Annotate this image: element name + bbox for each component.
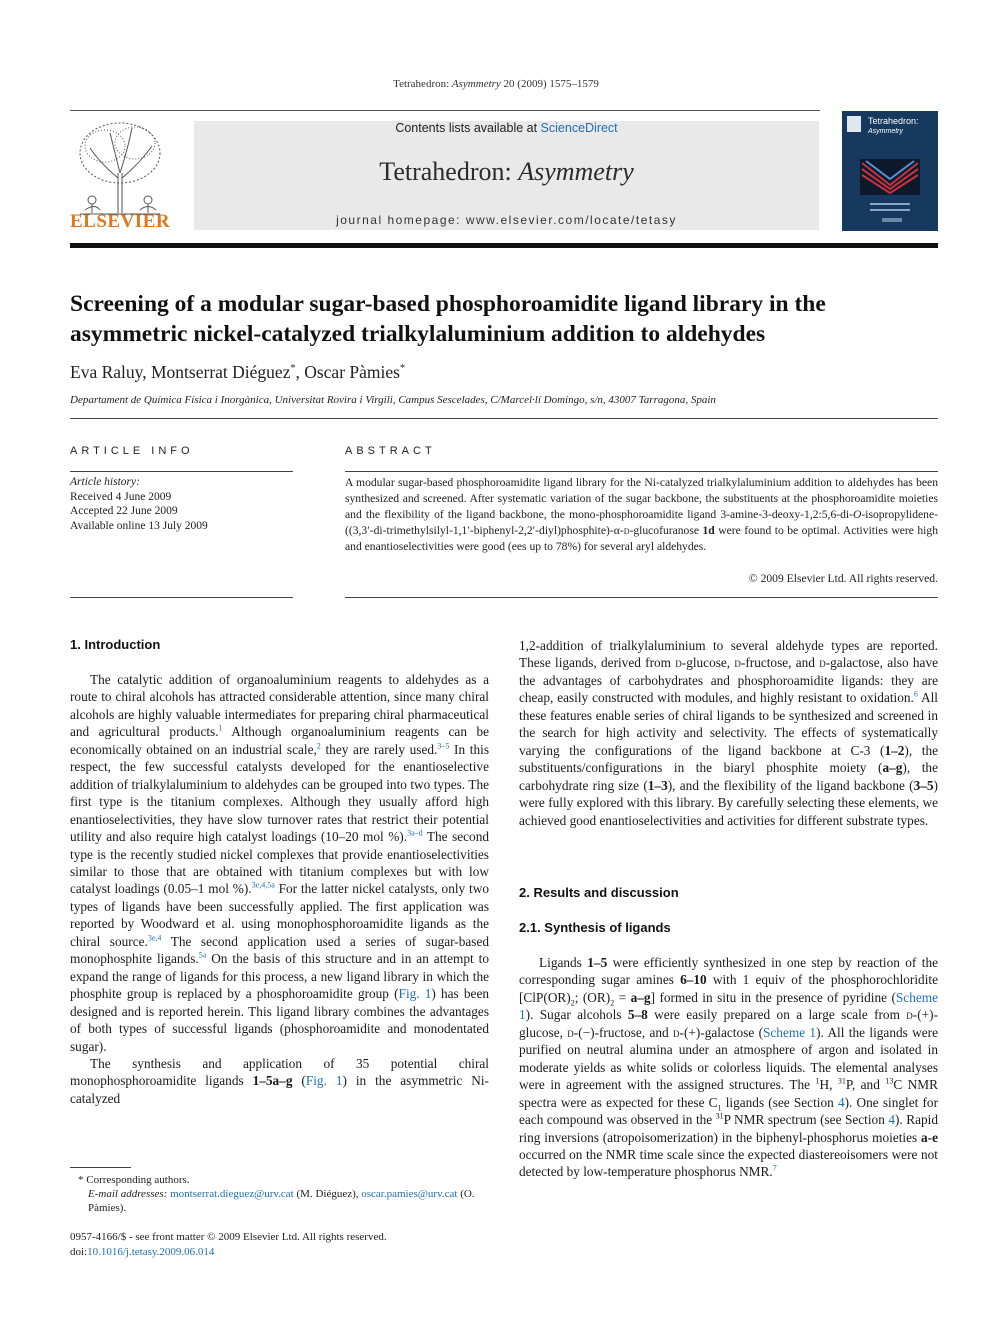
- title-divider: [70, 418, 938, 419]
- header-rule: [70, 110, 820, 111]
- intro-body-continued: 1,2-addition of trialkylaluminium to several aldehyde types are reported. These ligands, derived from d-glucose, d-fructose, and d-galactose, also have the advantages of carbohydrates and phosphoroamidite ligands: they are cheap, easily constructed with modules, and highly resistant to oxidation.$^6$ All these features enable series of chiral ligands to be synthesized and screened in the search for high activity and selectivity. The effects of systematically varying the configurations of the ligand backbone at C-3 (1–2), the substituents/configurations in the biaryl phosphite moiety (a–g), the carbohydrate ring size (1–3), and the flexibility of the ligand backbone (3–5) were fully explored with this library. By carefully selecting these elements, we achieved good enantioselectivities and activities for different substrate types.: [519, 638, 938, 828]
- abstract-heading: ABSTRACT: [345, 445, 436, 457]
- article-title: Screening of a modular sugar-based phosphoroamidite ligand library in the asymmetric nickel-catalyzed trialkylaluminium addition to aldehydes: [70, 291, 826, 347]
- footnotes: * Corresponding authors. E-mail addresses: montserrat.dieguez@urv.cat (M. Diéguez), oscar.pamies@urv.cat (O. Pàmies).: [78, 1174, 475, 1214]
- info-divider: [70, 471, 293, 472]
- synthesis-body: Ligands 1–5 were efficiently synthesized in one step by reaction of the corresponding sugar amines 6–10 with 1 equiv of the phosphorochloridite [$ClP(OR)_2$; $(OR)_2 = a-g$] formed in situ in the presence of pyridine (Scheme 1). Sugar alcohols 5–8 were easily prepared on a large scale from d-(+)-glucose, d-(−)-fructose, and d-(+)-galactose (Scheme 1). All the ligands were purified on neutral alumina under an atmosphere of argon and isolated in moderate yields as white solids or colorless liquids. The elemental analyses were in agreement with the assigned structures. The $^1$H, $^{31}$P, and $^{13}$C NMR spectra were as expected for these $C_1$ ligands (see Section 4). One singlet for each compound was observed in the $^{31}$P NMR spectrum (see Section 4). Rapid ring inversions (atropoisomerization) in the biphenyl-phosphorus moieties a-e occurred on the NMR time scale since the expected diastereoisomers were not detected by low-temperature phosphorus NMR.$^7$: [519, 955, 939, 1180]
- synthesis-heading: 2.1. Synthesis of ligands: [519, 920, 671, 935]
- header-thick-rule: [70, 243, 938, 248]
- copyright: © 2009 Elsevier Ltd. All rights reserved.: [748, 572, 938, 585]
- journal-citation: Tetrahedron: Asymmetry 20 (2009) 1575–1579: [393, 78, 599, 90]
- article-history: Article history: Received 4 June 2009 Accepted 22 June 2009 Available online 13 July 2009: [70, 476, 208, 532]
- author-name: Montserrat Diéguez: [151, 362, 291, 382]
- article-info-heading: ARTICLE INFO: [70, 445, 194, 457]
- journal-homepage[interactable]: journal homepage: www.elsevier.com/locate/tetasy: [336, 213, 677, 227]
- author-list: Eva Raluy, Montserrat Diéguez*, Oscar Pàmies*: [70, 362, 405, 382]
- intro-body: The catalytic addition of organoaluminium reagents to aldehydes as a route to chiral alcohols has attracted considerable attention, since many chiral alcohols are highly valuable intermediates for preparing chiral pharmaceutical and agricultural products.$^1$ Although organoaluminium reagents can be economically obtained on an industrial scale,$^2$ they are rarely used.$^{3-5}$ In this respect, the few successful catalysts developed for the enantioselective addition of trialkylaluminium to aldehydes can be grouped into two types. The first type is the titanium complexes. Although they usually afford high enantioselectivities, they have slow turnover rates that restrict their potential utility and also require high catalyst loadings (10–20 mol %).$^{3a-d}$ The second type is the recently studied nickel complexes that provide enantioselectivities similar to those that are obtained with titanium complexes but with low catalyst loadings (0.05–1 mol %).$^{3e,4,5a}$ For the latter nickel catalysts, only two types of ligands have been successfully applied. The first application was reported by Woodward et al. using monophosphoroamidite ligands as the chiral source.$^{3e,4}$ The second application used a series of sugar-based monophosphite ligands.$^{5a}$ On the basis of this structure and in an attempt to expand the range of ligands for this process, a new ligand library in which the phosphite group is replaced by a phosphoroamidite group (Fig. 1) has been designed and is reported herein. This ligand library combines the advantages of both types of successful ligands (phosphoroamidite and monodentated sugar). The synthesis and application of 35 potential chiral monophosphoroamidite ligands 1–5a–g (Fig. 1) in the asymmetric Ni-catalyzed: [70, 672, 490, 1106]
- abstract-text: A modular sugar-based phosphoroamidite ligand library for the Ni-catalyzed trialkylaluminium addition to aldehydes has been synthesized and screened. After systematic variation of the sugar backbone, the substituents at the phosphoroamidite moieties and the flexibility of the ligand backbone, the mono-phosphoroamidite ligand 3-amine-3-deoxy-1,2:5,6-di-O-isopropylidene-((3,3′-di-trimethylsilyl-1,1′-biphenyl-2,2′-diyl)phosphite)-α-d-glucofuranose 1d were found to be optimal. Activities were high and enantioselectivities were good (ees up to 78%) for several aryl aldehydes.: [345, 476, 938, 553]
- footnote-rule: [70, 1167, 131, 1168]
- cover-title: Tetrahedron:: [868, 116, 919, 126]
- journal-cover: [842, 111, 938, 231]
- elsevier-wordmark: ELSEVIER: [70, 211, 171, 232]
- info-bottom-divider: [70, 597, 293, 598]
- doi-link[interactable]: 10.1016/j.tetasy.2009.06.014: [87, 1246, 215, 1258]
- author-name: Eva Raluy: [70, 362, 143, 382]
- affiliation: Departament de Química Física i Inorgànica, Universitat Rovira i Virgili, Campus Sescelades, C/Marcel·lí Domingo, s/n, 43007 Tarragona, Spain: [70, 394, 716, 406]
- author-name: Oscar Pàmies: [304, 362, 400, 382]
- abstract-bottom-divider: [345, 597, 938, 598]
- cover-subtitle: Asymmetry: [868, 128, 903, 135]
- issn-doi: 0957-4166/$ - see front matter © 2009 Elsevier Ltd. All rights reserved. doi:10.1016/j.tetasy.2009.06.014: [70, 1231, 387, 1258]
- abstract-divider: [345, 471, 938, 472]
- email-link[interactable]: montserrat.dieguez@urv.cat: [170, 1188, 294, 1200]
- journal-title: Tetrahedron: Asymmetry: [379, 157, 634, 186]
- cover-graphic-icon: [860, 159, 920, 195]
- results-heading: 2. Results and discussion: [519, 885, 679, 900]
- contents-line: Contents lists available at ScienceDirect: [395, 121, 618, 135]
- sciencedirect-link[interactable]: ScienceDirect: [540, 121, 618, 135]
- intro-heading: 1. Introduction: [70, 637, 161, 652]
- email-link[interactable]: oscar.pamies@urv.cat: [361, 1188, 458, 1200]
